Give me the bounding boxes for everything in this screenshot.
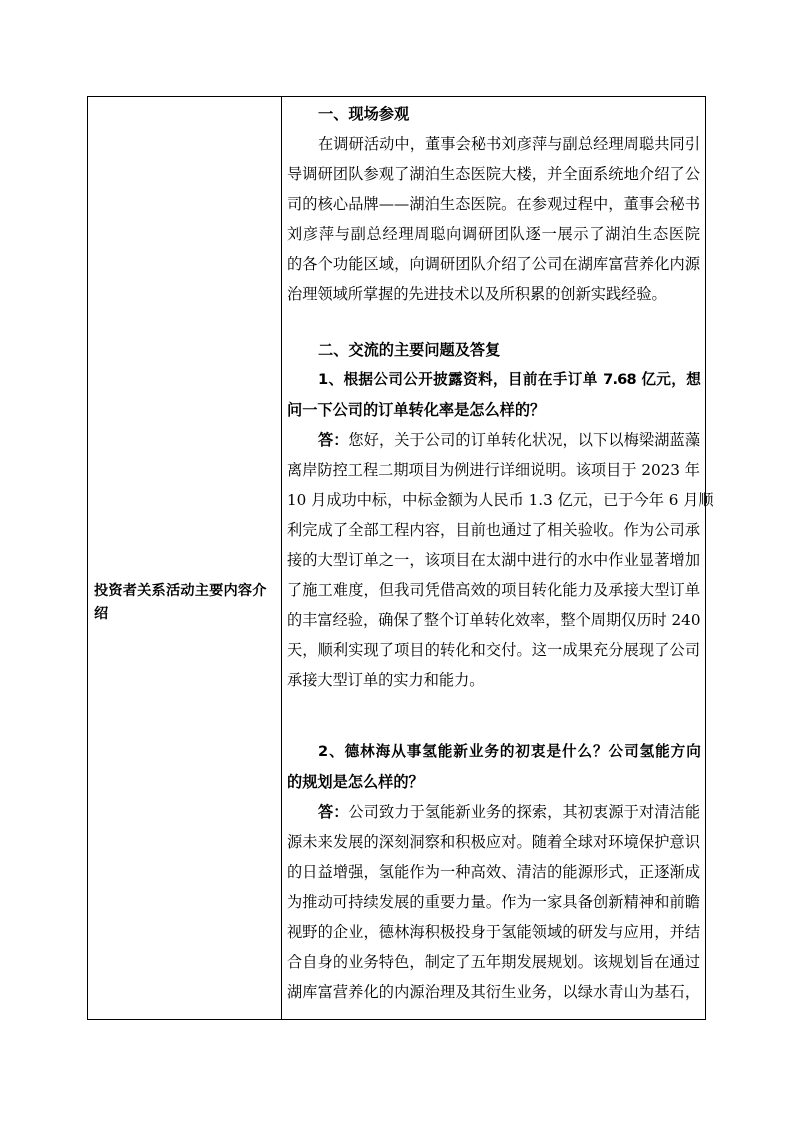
answer-line: 离岸防控工程二期项目为例进行详细说明。该项目于 2023 年	[287, 461, 700, 479]
answer-line: 10 月成功中标，中标金额为人民币 1.3 亿元，已于今年 6 月顺	[287, 491, 714, 509]
paragraph-line: 的各个功能区域，向调研团队介绍了公司在湖库富营养化内源	[287, 255, 700, 273]
answer-line: 接的大型订单之一，该项目在太湖中进行的水中作业显著增加	[287, 551, 700, 569]
section-heading: 二、交流的主要问题及答复	[318, 341, 501, 359]
answer-line: 承接大型订单的实力和能力。	[287, 671, 485, 689]
answer-line: 视野的企业，德林海积极投身于氢能领域的研发与应用，并结	[287, 923, 700, 941]
paragraph-line: 导调研团队参观了湖泊生态医院大楼，并全面系统地介绍了公	[287, 165, 700, 183]
question-line: 2、德林海从事氢能新业务的初衷是什么？公司氢能方向	[318, 743, 700, 760]
paragraph-line: 刘彦萍与副总经理周聪向调研团队逐一展示了湖泊生态医院	[287, 225, 700, 243]
question-line: 问一下公司的订单转化率是怎么样的？	[287, 401, 546, 419]
paragraph-line: 治理领域所掌握的先进技术以及所积累的创新实践经验。	[287, 285, 667, 303]
answer-line: 为推动可持续发展的重要力量。作为一家具备创新精神和前瞻	[287, 893, 700, 911]
answer-line: 的丰富经验，确保了整个订单转化效率，整个周期仅历时 240	[287, 611, 701, 629]
answer-line: 了施工难度，但我司凭借高效的项目转化能力及承接大型订单	[287, 581, 700, 599]
info-table	[87, 96, 714, 1020]
answer-text: 您好，关于公司的订单转化状况，以下以梅梁湖蓝藻	[348, 431, 700, 449]
section-heading: 一、现场参观	[318, 105, 410, 123]
answer-line: 湖库富营养化的内源治理及其衍生业务，以绿水青山为基石，	[287, 983, 700, 1001]
answer-line: 源未来发展的深刻洞察和积极应对。随着全球对环境保护意识	[287, 833, 700, 851]
column-divider	[281, 97, 282, 1019]
answer-text: 公司致力于氢能新业务的探索，其初衷源于对清洁能	[348, 803, 700, 821]
answer-line	[287, 425, 700, 455]
question-line: 的规划是怎么样的？	[287, 773, 424, 791]
answer-line: 天，顺利实现了项目的转化和交付。这一成果充分展现了公司	[287, 641, 700, 659]
paragraph-line: 司的核心品牌——湖泊生态医院。在参观过程中，董事会秘书	[287, 195, 700, 213]
answer-line: 利完成了全部工程内容，目前也通过了相关验收。作为公司承	[287, 521, 700, 539]
row-label: 投资者关系活动主要内容介绍	[94, 583, 267, 622]
question-line: 1、根据公司公开披露资料，目前在手订单 7.68 亿元，想	[318, 371, 700, 388]
answer-line: 的日益增强，氢能作为一种高效、清洁的能源形式，正逐渐成	[287, 863, 700, 881]
answer-label: 答：	[318, 431, 349, 449]
answer-line	[287, 797, 700, 827]
answer-line: 合自身的业务特色，制定了五年期发展规划。该规划旨在通过	[287, 953, 700, 971]
answer-label: 答：	[318, 803, 349, 821]
paragraph-line: 在调研活动中，董事会秘书刘彦萍与副总经理周聪共同引	[318, 135, 700, 153]
